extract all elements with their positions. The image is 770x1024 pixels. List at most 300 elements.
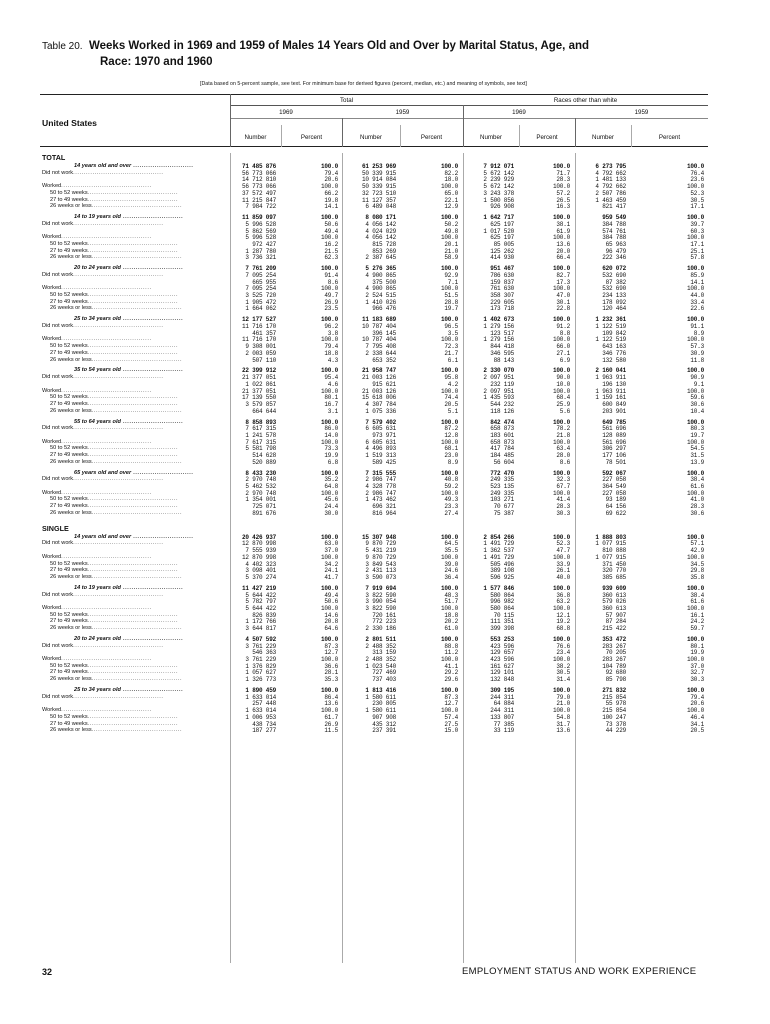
table-cell: 128 089 <box>602 431 626 439</box>
table-cell: 8.6 <box>559 458 570 466</box>
table-cell: 85 005 <box>493 240 514 248</box>
table-cell: 358 307 <box>490 292 514 299</box>
row-label: 26 weeks or less.......................................... <box>50 458 183 465</box>
table-cell: 227 058 <box>602 489 626 497</box>
table-cell: 14.1 <box>324 203 338 211</box>
table-cell: 5 581 798 <box>245 445 276 453</box>
table-cell: 49.8 <box>444 227 458 235</box>
table-cell: 49.4 <box>324 591 338 599</box>
table-title <box>42 40 589 52</box>
table-cell: 16.2 <box>324 240 338 248</box>
table-cell: 100.0 <box>686 285 704 293</box>
row-label: Did not work.......................................... <box>42 642 164 649</box>
table-cell: 100.0 <box>686 316 704 324</box>
table-cell: 20.5 <box>444 400 458 408</box>
group-label-text: 55 to 64 years old <box>74 418 121 425</box>
table-cell: 100.0 <box>440 387 458 395</box>
table-cell: 100.0 <box>686 656 704 663</box>
row-label: 50 to 52 weeks.......................................... <box>50 611 179 618</box>
table-cell: 5 996 528 <box>245 220 276 228</box>
table-cell: 1 006 953 <box>245 713 276 721</box>
table-cell: 40.0 <box>556 573 570 581</box>
table-cell: 39.7 <box>690 220 704 228</box>
table-cell: 3 579 857 <box>245 400 276 408</box>
table-cell: 30.5 <box>556 669 570 677</box>
table-cell: 283 267 <box>602 656 626 663</box>
table-cell: 29.8 <box>690 567 704 575</box>
table-cell: 100.0 <box>320 367 338 375</box>
table-cell: 592 067 <box>602 469 626 477</box>
table-cell: 57.3 <box>690 343 704 351</box>
row-label: 50 to 52 weeks.......................................... <box>50 496 179 503</box>
table-cell: 58.9 <box>444 254 458 262</box>
table-cell: 625 197 <box>490 234 514 242</box>
table-cell: 1 077 915 <box>595 553 626 561</box>
table-cell: 532 690 <box>602 271 626 279</box>
table-cell: 24.1 <box>324 567 338 575</box>
table-cell: 3 590 073 <box>365 573 396 581</box>
table-cell: 161 627 <box>490 662 514 670</box>
row-label: Worked.......................................... <box>42 234 152 241</box>
table-cell: 82.7 <box>556 271 570 279</box>
table-cell: 3.5 <box>447 329 458 337</box>
row-label-text: 26 weeks or less <box>50 676 92 683</box>
table-cell: 20.8 <box>324 618 338 626</box>
table-cell: 966 476 <box>372 305 396 313</box>
row-label: 26 weeks or less.......................................... <box>50 305 183 312</box>
table-cell: 52.3 <box>690 189 704 197</box>
table-cell: 100.0 <box>686 438 704 446</box>
table-cell: 25.9 <box>556 400 570 408</box>
table-cell: 65 963 <box>605 240 626 248</box>
table-cell: 320 770 <box>602 567 626 575</box>
table-cell: 737 403 <box>372 676 396 684</box>
table-cell: 21 377 051 <box>241 374 276 382</box>
table-cell: 57.8 <box>690 254 704 262</box>
table-cell: 973 971 <box>372 431 396 439</box>
table-cell: 13.6 <box>324 700 338 708</box>
row-label: 26 weeks or less.......................................... <box>50 254 183 261</box>
table-cell: 100.0 <box>320 489 338 497</box>
table-cell: 346 595 <box>490 349 514 357</box>
table-cell: 1 326 773 <box>245 676 276 684</box>
table-cell: 22.1 <box>444 196 458 204</box>
row-label: 50 to 52 weeks.......................................... <box>50 189 179 196</box>
table-cell: 816 964 <box>372 509 396 517</box>
table-cell: 1 481 133 <box>595 176 626 184</box>
group-label-text: 20 to 24 years old <box>74 635 121 642</box>
table-cell: 972 427 <box>252 240 276 248</box>
table-cell: 7 761 209 <box>245 265 276 273</box>
table-cell: 5 462 532 <box>245 483 276 490</box>
table-cell: 810 888 <box>602 547 626 555</box>
row-label: Worked.......................................... <box>42 336 152 343</box>
table-cell: 51.5 <box>444 292 458 299</box>
group-label-text: 25 to 34 years old <box>74 687 121 693</box>
table-cell: 21 958 747 <box>361 367 396 375</box>
table-cell: 132 848 <box>490 676 514 684</box>
table-cell: 514 628 <box>252 452 276 459</box>
table-cell: 665 955 <box>252 278 276 286</box>
header-year-1969-other: 1969 <box>512 109 526 116</box>
row-label: 27 to 49 weeks.......................................... <box>50 720 179 727</box>
table-cell: 13.6 <box>556 727 570 735</box>
table-cell: 76.6 <box>556 642 570 650</box>
table-cell: 52.3 <box>556 540 570 548</box>
table-cell: 257 448 <box>252 700 276 708</box>
table-cell: 2 338 644 <box>365 349 396 357</box>
table-cell: 2 097 951 <box>483 387 514 395</box>
table-cell: 27.4 <box>444 509 458 517</box>
table-cell: 18.8 <box>324 349 338 357</box>
table-cell: 87.2 <box>444 425 458 433</box>
table-cell: 353 472 <box>602 635 626 643</box>
table-cell: 1 017 520 <box>483 227 514 235</box>
table-cell: 2 507 786 <box>595 189 626 197</box>
table-cell: 37.0 <box>324 547 338 555</box>
table-cell: 2 801 511 <box>365 635 396 643</box>
table-cell: 5 672 142 <box>483 183 514 191</box>
table-cell: 4 307 784 <box>365 400 396 408</box>
table-cell: 600 849 <box>602 400 626 408</box>
table-cell: 26.9 <box>324 298 338 306</box>
table-cell: 100.0 <box>552 656 570 663</box>
row-label-text: Did not work <box>42 591 74 598</box>
table-cell: 129 657 <box>490 649 514 657</box>
table-cell: 27.1 <box>556 349 570 357</box>
table-cell: 271 832 <box>602 687 626 694</box>
table-cell: 4 496 893 <box>365 445 396 453</box>
table-cell: 1 580 611 <box>365 707 396 715</box>
table-cell: 1 491 729 <box>483 540 514 548</box>
table-cell: 364 549 <box>602 483 626 490</box>
table-cell: 59.2 <box>444 483 458 490</box>
table-cell: 23.0 <box>444 452 458 459</box>
row-label: 27 to 49 weeks.......................................... <box>50 669 179 676</box>
row-label-text: 26 weeks or less <box>50 625 92 631</box>
row-label: 26 weeks or less.......................................... <box>50 407 183 414</box>
table-cell: 100.0 <box>440 438 458 446</box>
table-cell: 9 870 729 <box>365 553 396 561</box>
table-cell: 100.0 <box>320 553 338 561</box>
table-cell: 36.6 <box>324 662 338 670</box>
table-cell: 19.8 <box>324 196 338 204</box>
table-cell: 57.2 <box>556 189 570 197</box>
table-cell: 100.0 <box>320 604 338 612</box>
table-cell: 86.0 <box>324 425 338 433</box>
table-cell: 7 095 254 <box>245 285 276 293</box>
table-cell: 36.4 <box>444 573 458 581</box>
row-label: Did not work.......................................... <box>42 169 164 176</box>
table-cell: 7 617 315 <box>245 438 276 446</box>
row-label-text: 27 to 49 weeks <box>50 196 88 203</box>
table-cell: 3 822 590 <box>365 591 396 599</box>
header-percent: Percent <box>658 134 681 141</box>
row-label: Worked.......................................... <box>42 489 152 496</box>
table-cell: 11 183 689 <box>361 316 396 324</box>
table-cell: 507 110 <box>252 356 276 364</box>
table-cell: 18.8 <box>444 611 458 619</box>
group-label-text: 20 to 24 years old <box>74 265 121 272</box>
table-cell: 17.1 <box>690 240 704 248</box>
table-cell: 371 450 <box>602 560 626 568</box>
row-label: 27 to 49 weeks.......................................... <box>50 247 179 254</box>
table-cell: 643 163 <box>602 343 626 351</box>
table-cell: 100.0 <box>686 387 704 395</box>
table-cell: 1 963 911 <box>595 374 626 382</box>
table-cell: 109 842 <box>602 329 626 337</box>
table-cell: 92 680 <box>605 669 626 677</box>
table-cell: 100.0 <box>440 489 458 497</box>
row-label: Did not work.......................................... <box>42 693 164 700</box>
table-cell: 28.1 <box>324 669 338 677</box>
table-cell: 17.3 <box>556 278 570 286</box>
table-cell: 658 873 <box>490 425 514 433</box>
table-cell: 69 622 <box>605 509 626 517</box>
table-cell: 9.1 <box>693 380 704 388</box>
table-cell: 561 696 <box>602 425 626 433</box>
table-cell: 360 613 <box>602 591 626 599</box>
table-cell: 580 864 <box>490 591 514 599</box>
table-cell: 100.0 <box>552 214 570 222</box>
row-label-text: 50 to 52 weeks <box>50 189 88 196</box>
row-label-text: 50 to 52 weeks <box>50 292 88 298</box>
table-cell: 64 156 <box>605 503 626 511</box>
table-cell: 100 247 <box>602 713 626 721</box>
table-cell: 74.4 <box>444 394 458 402</box>
row-label-text: Did not work <box>42 476 74 483</box>
table-cell: 3.1 <box>327 407 338 415</box>
table-cell: 50.6 <box>324 598 338 606</box>
row-label: 27 to 49 weeks.......................................... <box>50 298 179 305</box>
row-label: Did not work.......................................... <box>42 271 164 278</box>
table-cell: 32.3 <box>556 476 570 484</box>
table-cell: 100.0 <box>440 214 458 222</box>
table-cell: 237 391 <box>372 727 396 735</box>
table-cell: 47.0 <box>556 292 570 299</box>
table-cell: 5 431 219 <box>365 547 396 555</box>
table-cell: 100.0 <box>686 183 704 191</box>
table-cell: 78 501 <box>605 458 626 466</box>
table-cell: 1 633 014 <box>245 693 276 701</box>
row-label-text: 27 to 49 weeks <box>50 400 88 407</box>
table-cell: 33 119 <box>493 727 514 735</box>
table-cell: 33.4 <box>690 298 704 306</box>
row-label-text: Did not work <box>42 540 74 547</box>
table-cell: 41.7 <box>324 573 338 581</box>
table-cell: 3 644 817 <box>245 625 276 632</box>
table-cell: 35.3 <box>324 676 338 684</box>
table-cell: 553 253 <box>490 635 514 643</box>
table-cell: 91.4 <box>324 271 338 279</box>
row-label: 26 weeks or less.......................................... <box>50 625 183 631</box>
group-label: 14 years old and over ............................ <box>74 533 194 540</box>
table-cell: 61.7 <box>324 713 338 721</box>
header-number: Number <box>479 134 502 141</box>
table-cell: 79.4 <box>324 169 338 177</box>
table-cell: 438 734 <box>252 720 276 728</box>
table-cell: 59.6 <box>690 394 704 402</box>
table-cell: 1 354 001 <box>245 496 276 504</box>
table-cell: 727 469 <box>372 669 396 677</box>
table-cell: 215 422 <box>602 625 626 632</box>
row-label: 27 to 49 weeks.......................................... <box>50 618 179 625</box>
table-cell: 12 870 998 <box>241 553 276 561</box>
table-cell: 34.5 <box>690 560 704 568</box>
group-label: 14 to 19 years old ............................ <box>74 584 184 591</box>
table-cell: 20.1 <box>444 240 458 248</box>
table-cell: 399 398 <box>490 625 514 632</box>
table-cell: 28.0 <box>556 452 570 459</box>
table-cell: 17 139 550 <box>241 394 276 402</box>
header-number: Number <box>244 134 267 141</box>
table-cell: 100.0 <box>440 234 458 242</box>
table-cell: 1 077 915 <box>595 540 626 548</box>
table-cell: 100.0 <box>320 183 338 191</box>
table-cell: 100.0 <box>440 584 458 592</box>
table-cell: 71.7 <box>556 169 570 177</box>
table-cell: 100.0 <box>686 265 704 273</box>
table-cell: 6 605 631 <box>365 425 396 433</box>
table-cell: 39.0 <box>444 560 458 568</box>
table-cell: 544 232 <box>490 400 514 408</box>
table-cell: 1 491 729 <box>483 553 514 561</box>
table-cell: 57.1 <box>690 540 704 548</box>
table-cell: 100.0 <box>320 438 338 446</box>
table-cell: 38.2 <box>556 662 570 670</box>
header-races-other: Races other than white <box>553 97 618 104</box>
group-label-text: 14 to 19 years old <box>74 584 121 591</box>
table-cell: 6 605 631 <box>365 438 396 446</box>
row-label: 27 to 49 weeks.......................................... <box>50 452 179 458</box>
table-cell: 232 119 <box>490 380 514 388</box>
row-label: 26 weeks or less.......................................... <box>50 203 183 210</box>
table-cell: 8 433 230 <box>245 469 276 477</box>
table-cell: 2 986 747 <box>365 489 396 497</box>
page-number: 32 <box>42 967 53 977</box>
table-cell: 1 075 336 <box>365 407 396 415</box>
table-cell: 77 385 <box>493 720 514 728</box>
table-cell: 26.9 <box>324 720 338 728</box>
table-cell: 23.4 <box>556 649 570 657</box>
row-label: Worked.......................................... <box>42 656 152 662</box>
table-cell: 26.1 <box>556 567 570 575</box>
table-cell: 844 418 <box>490 343 514 351</box>
row-label: Did not work.......................................... <box>42 476 164 483</box>
table-cell: 346 776 <box>602 349 626 357</box>
table-cell: 8.9 <box>693 329 704 337</box>
table-cell: 230 805 <box>372 700 396 708</box>
row-label-text: Worked <box>42 604 62 611</box>
table-cell: 22.6 <box>690 305 704 313</box>
row-label: 50 to 52 weeks.......................................... <box>50 292 179 298</box>
table-cell: 283 267 <box>602 642 626 650</box>
table-cell: 177 106 <box>602 452 626 459</box>
table-cell: 249 335 <box>490 489 514 497</box>
row-label-text: Did not work <box>42 425 74 432</box>
table-cell: 12.9 <box>444 203 458 211</box>
table-cell: 15 618 006 <box>361 394 396 402</box>
table-cell: 33.9 <box>556 560 570 568</box>
table-cell: 9 308 001 <box>245 343 276 351</box>
table-cell: 49.4 <box>324 227 338 235</box>
table-cell: 1 232 361 <box>595 316 626 324</box>
table-cell: 1 577 846 <box>483 584 514 592</box>
table-cell: 86.4 <box>324 693 338 701</box>
table-cell: 56 773 066 <box>241 169 276 177</box>
table-cell: 123 517 <box>490 329 514 337</box>
table-cell: 24.6 <box>444 567 458 575</box>
table-cell: 73 378 <box>605 720 626 728</box>
group-label: 55 to 64 years old ............................ <box>74 418 184 425</box>
row-label-text: Worked <box>42 387 62 394</box>
table-cell: 36.8 <box>556 591 570 599</box>
table-cell: 63.4 <box>556 445 570 453</box>
table-cell: 11 716 170 <box>241 336 276 344</box>
table-cell: 28.3 <box>556 176 570 184</box>
table-cell: 100.0 <box>686 707 704 715</box>
table-cell: 17.1 <box>690 203 704 211</box>
header-number: Number <box>591 134 614 141</box>
table-cell: 12.1 <box>556 611 570 619</box>
row-label-text: 27 to 49 weeks <box>50 618 88 625</box>
table-cell: 87.3 <box>444 693 458 701</box>
table-cell: 915 621 <box>372 380 396 388</box>
table-cell: 100.0 <box>320 234 338 242</box>
table-cell: 100.0 <box>320 265 338 273</box>
table-cell: 6.1 <box>447 356 458 364</box>
table-cell: 61 253 969 <box>361 163 396 170</box>
table-cell: 664 644 <box>252 407 276 415</box>
table-cell: 100.0 <box>552 489 570 497</box>
table-cell: 2 097 951 <box>483 374 514 382</box>
table-cell: 80.1 <box>324 394 338 402</box>
row-label: 27 to 49 weeks.......................................... <box>50 567 179 574</box>
table-cell: 5 644 422 <box>245 591 276 599</box>
table-cell: 1 463 459 <box>595 196 626 204</box>
group-label: 35 to 54 years old ............................ <box>74 367 184 374</box>
table-cell: 435 312 <box>372 720 396 728</box>
table-cell: 1 410 026 <box>365 298 396 306</box>
row-label: 26 weeks or less.......................................... <box>50 573 183 580</box>
table-cell: 360 613 <box>602 604 626 612</box>
row-label: Did not work.......................................... <box>42 591 164 598</box>
group-label-text: 35 to 54 years old <box>74 367 121 374</box>
row-label: Worked.......................................... <box>42 707 152 714</box>
table-cell: 649 785 <box>602 418 626 426</box>
table-cell: 70 205 <box>605 649 626 657</box>
table-cell: 100.0 <box>440 336 458 344</box>
row-label-text: 27 to 49 weeks <box>50 720 88 727</box>
table-cell: 244 311 <box>490 693 514 701</box>
row-label-text: 26 weeks or less <box>50 356 92 363</box>
table-cell: 183 601 <box>490 431 514 439</box>
table-cell: 4 900 865 <box>365 271 396 279</box>
row-label: 50 to 52 weeks.......................................... <box>50 713 179 720</box>
table-cell: 100.0 <box>440 604 458 612</box>
table-cell: 100.0 <box>320 707 338 715</box>
table-cell: 3 243 378 <box>483 189 514 197</box>
row-label-text: Did not work <box>42 323 74 329</box>
row-label-text: Did not work <box>42 169 74 176</box>
table-cell: 37 572 497 <box>241 189 276 197</box>
table-cell: 1 905 472 <box>245 298 276 306</box>
section-title: SINGLE <box>42 523 69 533</box>
table-cell: 100.0 <box>440 163 458 170</box>
table-cell: 505 496 <box>490 560 514 568</box>
table-cell: 100.0 <box>686 214 704 222</box>
table-cell: 772 223 <box>372 618 396 626</box>
